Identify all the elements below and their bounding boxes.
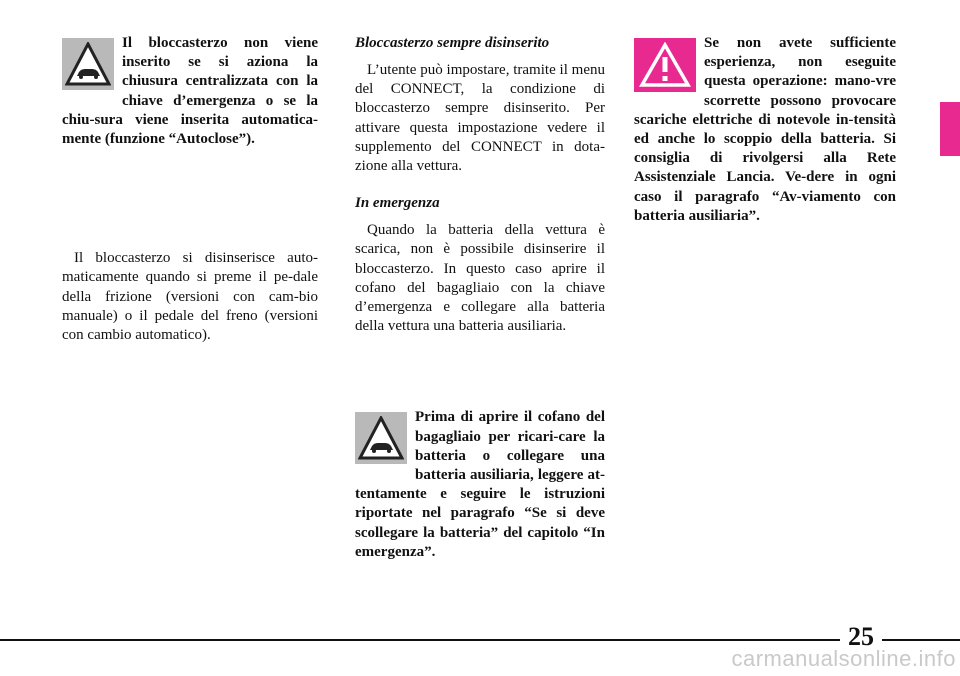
column-left bbox=[62, 34, 318, 345]
section-heading: Bloccasterzo sempre disinserito bbox=[355, 35, 550, 51]
exclamation-warning-icon bbox=[634, 38, 696, 92]
body-paragraph: Quando la batteria della vettura è scarica, non è possibile disinserire il bloccasterzo. In questo caso aprire il cofano del bagagliaio con la chiave d’emergenza e collegare alla batteria della vettura una batteria ausiliaria. bbox=[355, 222, 605, 335]
column-middle bbox=[355, 34, 605, 562]
car-warning-icon bbox=[62, 38, 114, 90]
warning-note bbox=[634, 34, 896, 226]
body-paragraph: Il bloccasterzo si disinserisce auto-maticamente quando si preme il pe-dale della frizione (versioni con cam-bio manuale) o il pedale del freno (versioni con cambio automatico). bbox=[62, 250, 318, 344]
section-heading: In emergenza bbox=[355, 195, 440, 212]
car-warning-icon bbox=[355, 412, 407, 464]
warning-text: Il bloccasterzo non viene inserito se si aziona la chiusura centralizzata con la chiave d’emergenza o se la chiu-sura viene inserita automatica-mente (funzione “Autoclose”). bbox=[62, 35, 318, 148]
body-paragraph: L’utente può impostare, tramite il menu del CONNECT, la condizione di bloccasterzo sempre disinserito. Per attivare questa impostazione vedere il supplemento del CONNECT in dota-zione alla vettura. bbox=[355, 62, 605, 175]
page-number: 25 bbox=[840, 622, 882, 652]
warning-note bbox=[355, 408, 605, 562]
footer-rule bbox=[0, 639, 960, 641]
watermark: carmanualsonline.info bbox=[731, 646, 956, 671]
warning-text: Se non avete sufficiente esperienza, non eseguite questa operazione: mano-vre scorrette possono provocare scariche elettriche di notevole in-tensità ed anche lo scoppio della batteria. Si consiglia di rivolgersi alla Rete Assistenziale Lancia. Ve-dere in ogni caso il paragrafo “Av-viamento con batteria ausiliaria”. bbox=[634, 35, 896, 224]
section-tab-marker bbox=[940, 102, 960, 156]
warning-note bbox=[62, 34, 318, 149]
column-right bbox=[634, 34, 896, 226]
warning-text: Prima di aprire il cofano del bagagliaio per ricari-care la batteria o collegare una batteria ausiliaria, leggere at-tentamente e seguire le istruzioni riportate nel paragrafo “Se si deve scollegare la batteria” del capitolo “In emergenza”. bbox=[355, 409, 605, 560]
